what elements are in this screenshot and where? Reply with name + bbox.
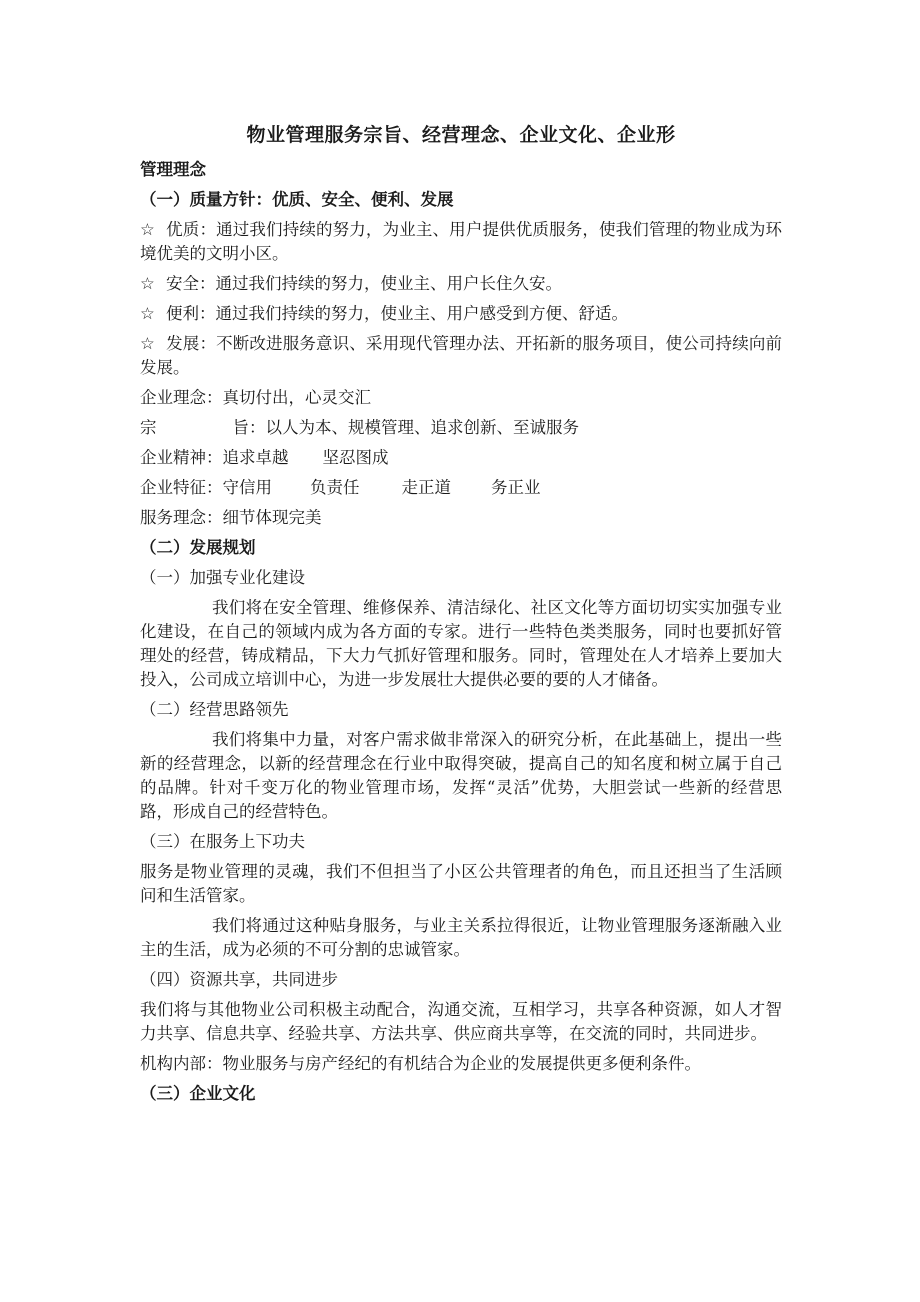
spirit-value-2: 坚忍图成 bbox=[322, 448, 389, 467]
purpose-label-left: 宗 bbox=[140, 418, 157, 437]
quality-item-convenience bbox=[140, 302, 782, 326]
document-page bbox=[140, 118, 782, 1112]
quality-policy-heading: （一）质量方针：优质、安全、便利、发展 bbox=[140, 190, 454, 209]
feature-line bbox=[140, 476, 782, 500]
quality-item-text: 便利：通过我们持续的努力，使业主、用户感受到方便、舒适。 bbox=[166, 304, 628, 323]
star-icon: ☆ bbox=[140, 334, 155, 353]
quality-item-development bbox=[140, 332, 782, 380]
feature-value-1: 负责任 bbox=[310, 478, 360, 497]
quality-item-quality bbox=[140, 218, 782, 266]
sub3-text-2: 我们将通过这种贴身服务，与业主关系拉得很近，让物业管理服务逐渐融入业主的生活，成为必须的不可分割的忠诚管家。 bbox=[140, 916, 782, 959]
feature-value-2: 走正道 bbox=[401, 478, 451, 497]
quality-item-text: 安全：通过我们持续的努力，使业主、用户长住久安。 bbox=[166, 274, 562, 293]
internal-text: 机构内部：物业服务与房产经纪的有机结合为企业的发展提供更多便利条件。 bbox=[140, 1054, 701, 1073]
service-concept: 服务理念：细节体现完美 bbox=[140, 508, 322, 527]
quality-item-safety bbox=[140, 272, 782, 296]
document-title: 物业管理服务宗旨、经营理念、企业文化、企业形 bbox=[246, 124, 676, 146]
development-heading: （二）发展规划 bbox=[140, 538, 256, 557]
sub4-title: （四）资源共享，共同进步 bbox=[140, 970, 338, 989]
sub4-text: 我们将与其他物业公司积极主动配合，沟通交流，互相学习，共享各种资源，如人才智力共享、信息共享、经验共享、方法共享、供应商共享等，在交流的同时，共同进步。 bbox=[140, 1000, 782, 1043]
sub1-title: （一）加强专业化建设 bbox=[140, 568, 305, 587]
section-management-concept: 管理理念 bbox=[140, 160, 206, 179]
sub3-text-1: 服务是物业管理的灵魂，我们不但担当了小区公共管理者的角色，而且还担当了生活顾问和生活管家。 bbox=[140, 862, 782, 905]
purpose-label-right: 旨：以人为本、规模管理、追求创新、至诚服务 bbox=[232, 418, 579, 437]
quality-item-text: 发展：不断改进服务意识、采用现代管理办法、开拓新的服务项目，使公司持续向前发展。 bbox=[140, 334, 782, 377]
star-icon: ☆ bbox=[140, 220, 155, 239]
sub1-text: 我们将在安全管理、维修保养、清洁绿化、社区文化等方面切切实实加强专业化建设，在自己的领域内成为各方面的专家。进行一些特色类类服务，同时也要抓好管理处的经营，铸成精品，下大力气抓好管理和服务。同时，管理处在人才培养上要加大投入，公司成立培训中心，为进一步发展壮大提供必要的要的人才储备。 bbox=[140, 598, 782, 689]
feature-value-3: 务正业 bbox=[491, 478, 541, 497]
feature-label: 企业特征：守信用 bbox=[140, 478, 272, 497]
star-icon: ☆ bbox=[140, 274, 155, 293]
purpose-line bbox=[140, 416, 782, 440]
star-icon: ☆ bbox=[140, 304, 155, 323]
spirit-label: 企业精神：追求卓越 bbox=[140, 448, 289, 467]
culture-heading: （三）企业文化 bbox=[140, 1084, 256, 1103]
quality-item-text: 优质：通过我们持续的努力，为业主、用户提供优质服务，使我们管理的物业成为环境优美的文明小区。 bbox=[140, 220, 782, 263]
sub2-text: 我们将集中力量，对客户需求做非常深入的研究分析，在此基础上，提出一些新的经营理念，以新的经营理念在行业中取得突破，提高自己的知名度和树立属于自己的品牌。针对千变万化的物业管理市场，发挥“灵活”优势，大胆尝试一些新的经营思路，形成自己的经营特色。 bbox=[140, 730, 782, 821]
spirit-line bbox=[140, 446, 782, 470]
sub2-title: （二）经营思路领先 bbox=[140, 700, 289, 719]
enterprise-concept: 企业理念：真切付出，心灵交汇 bbox=[140, 388, 371, 407]
sub3-title: （三）在服务上下功夫 bbox=[140, 832, 305, 851]
